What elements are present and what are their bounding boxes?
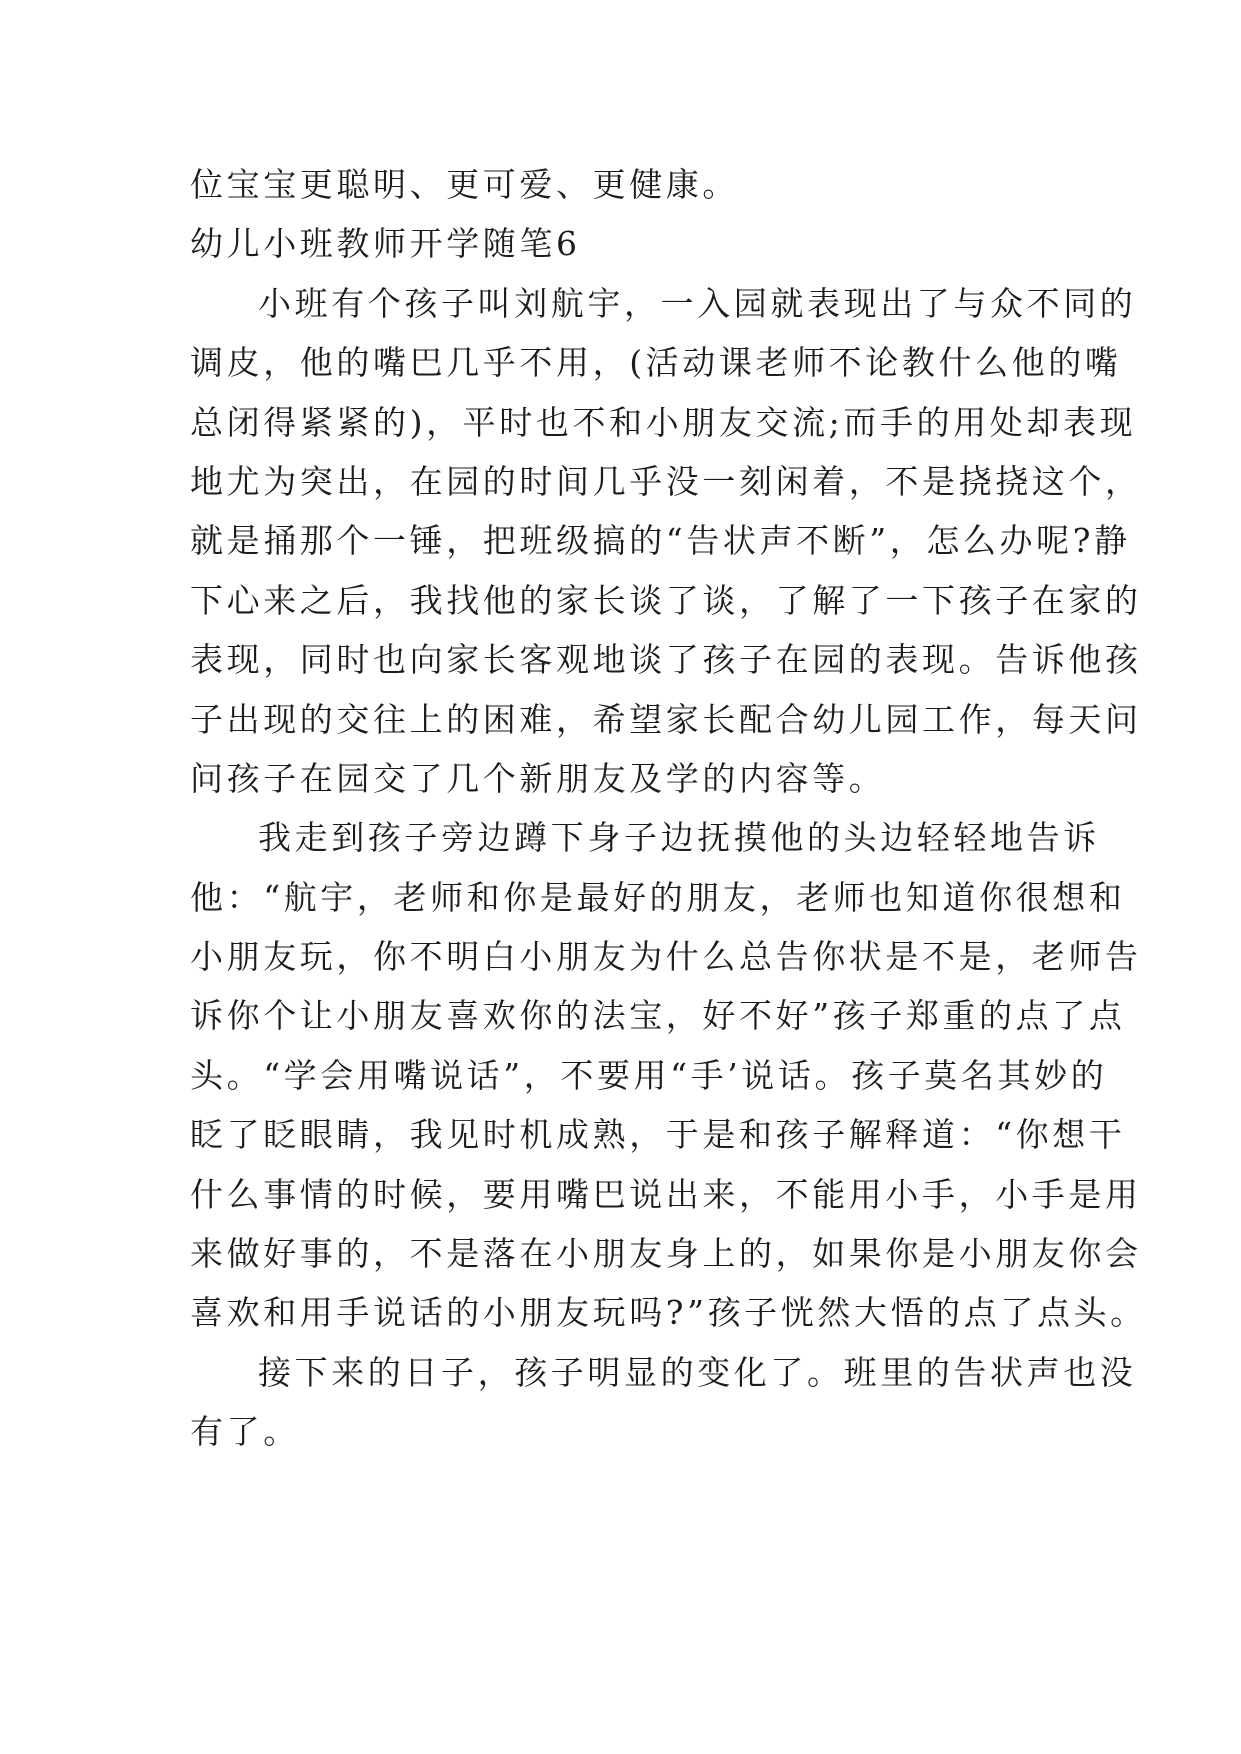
paragraph-1-line-2: 调皮，他的嘴巴几乎不用，(活动课老师不论教什么他的嘴 <box>190 343 1122 383</box>
paragraph-2-line-5: 头。“学会用嘴说话”，不要用“手’说话。孩子莫名其妙的 <box>190 1055 1108 1095</box>
paragraph-1-line-6: 下心来之后，我找他的家长谈了谈，了解了一下孩子在家的 <box>190 580 1142 620</box>
paragraph-3-line-1: 接下来的日子，孩子明显的变化了。班里的告状声也没 <box>258 1352 1137 1392</box>
paragraph-3-line-2: 有了。 <box>190 1412 300 1452</box>
paragraph-2-line-3: 小朋友玩，你不明白小朋友为什么总告你状是不是，老师告 <box>190 937 1142 977</box>
text-line-1: 位宝宝更聪明、更可爱、更健康。 <box>190 165 739 204</box>
paragraph-1-line-9: 问孩子在园交了几个新朋友及学的内容等。 <box>190 758 886 798</box>
paragraph-1-line-4: 地尤为突出，在园的时间几乎没一刻闲着，不是挠挠这个， <box>190 461 1142 501</box>
document-body <box>190 155 1147 1462</box>
paragraph-1-line-7: 表现，同时也向家长客观地谈了孩子在园的表现。告诉他孩 <box>190 640 1142 680</box>
paragraph-2-line-2: 他：“航宇，老师和你是最好的朋友，老师也知道你很想和 <box>190 877 1126 917</box>
section-title: 幼儿小班教师开学随笔6 <box>190 224 581 264</box>
paragraph-2-line-1: 我走到孩子旁边蹲下身子边抚摸他的头边轻轻地告诉 <box>258 818 1100 858</box>
paragraph-1-line-3: 总闭得紧紧的)，平时也不和小朋友交流;而手的用处却表现 <box>190 402 1137 442</box>
paragraph-1-line-5: 就是捅那个一锤，把班级搞的“告状声不断”，怎么办呢?静 <box>190 521 1131 561</box>
paragraph-1-line-1: 小班有个孩子叫刘航宇，一入园就表现出了与众不同的 <box>258 283 1137 323</box>
paragraph-2-line-4: 诉你个让小朋友喜欢你的法宝，好不好”孩子郑重的点了点 <box>190 996 1126 1036</box>
paragraph-2-line-9: 喜欢和用手说话的小朋友玩吗?”孩子恍然大悟的点了点头。 <box>190 1293 1147 1333</box>
paragraph-2-line-6: 眨了眨眼睛，我见时机成熟，于是和孩子解释道：“你想干 <box>190 1115 1126 1155</box>
paragraph-2-line-8: 来做好事的，不是落在小朋友身上的，如果你是小朋友你会 <box>190 1234 1142 1274</box>
paragraph-2-line-7: 什么事情的时候，要用嘴巴说出来，不能用小手，小手是用 <box>190 1174 1142 1214</box>
paragraph-1-line-8: 子出现的交往上的困难，希望家长配合幼儿园工作，每天问 <box>190 699 1142 739</box>
